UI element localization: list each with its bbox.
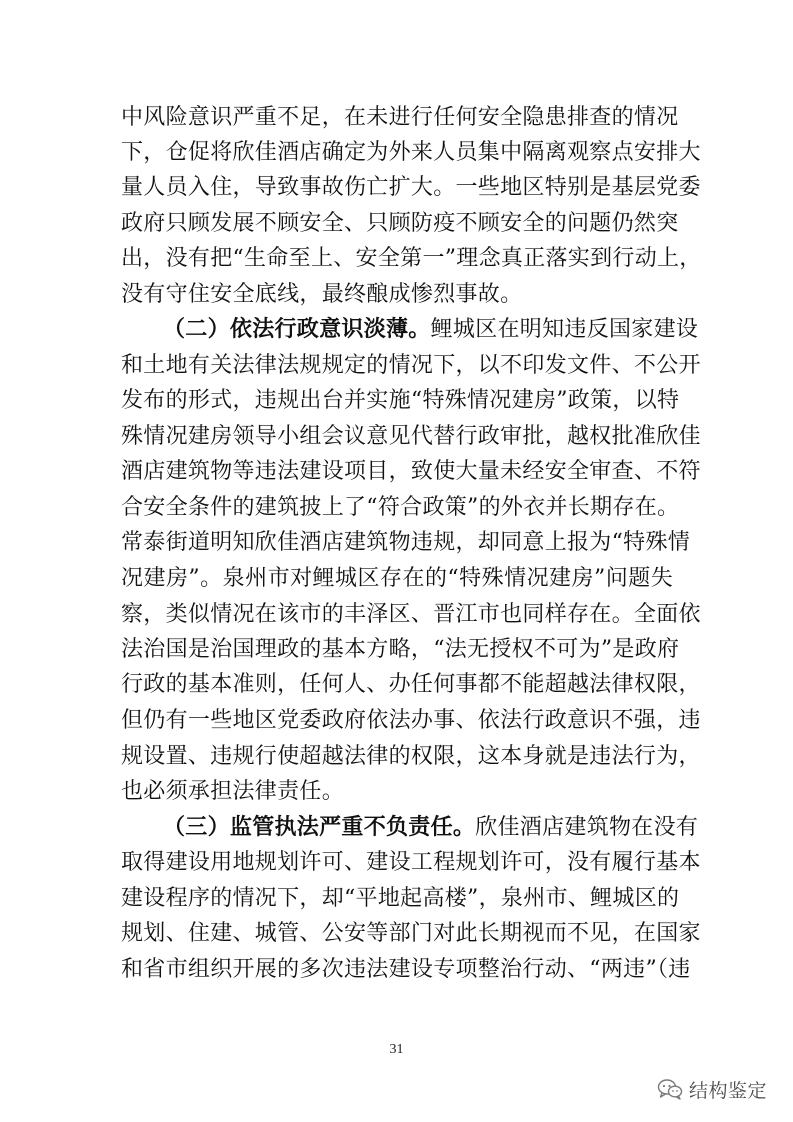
wechat-icon: [657, 1078, 683, 1100]
body-line: 规设置、违规行使超越法律的权限，这本身就是违法行为，: [121, 744, 701, 769]
section-3-heading: （三）监管执法严重不负责任。: [163, 815, 476, 840]
body-line: 酒店建筑物等违法建设项目，致使大量未经安全审查、不符: [121, 459, 701, 484]
page-number: 31: [389, 1042, 404, 1057]
body-line: 行政的基本准则，任何人、办任何事都不能超越法律权限，: [121, 672, 701, 697]
section-3-first-line: [163, 813, 699, 843]
watermark: [657, 1077, 767, 1101]
section-2-first-line-text: 鲤城区在明知违反国家建设: [430, 317, 699, 342]
body-line: 和土地有关法律法规规定的情况下，以不印发文件、不公开: [121, 353, 701, 378]
body-line: 发布的形式，违规出台并实施“特殊情况建房”政策，以特: [121, 388, 680, 413]
body-line: 殊情况建房领导小组会议意见代替行政审批，越权批准欣佳: [121, 424, 701, 449]
section-2-heading: （二）依法行政意识淡薄。: [163, 317, 431, 342]
body-line: 察，类似情况在该市的丰泽区、晋江市也同样存在。全面依: [121, 602, 701, 627]
body-line: 出，没有把“生命至上、安全第一”理念真正落实到行动上，: [121, 246, 702, 271]
watermark-text: 结构鉴定: [688, 1079, 767, 1102]
body-line: 合安全条件的建筑披上了“符合政策”的外衣并长期存在。: [121, 495, 680, 520]
body-line: 下，仓促将欣佳酒店确定为外来人员集中隔离观察点安排大: [121, 140, 701, 165]
body-line: 量人员入住，导致事故伤亡扩大。一些地区特别是基层党委: [121, 175, 701, 200]
body-line: 规划、住建、城管、公安等部门对此长期视而不见，在国家: [121, 921, 701, 946]
body-line: 法治国是治国理政的基本方略，“法无授权不可为”是政府: [121, 637, 680, 662]
body-line: 政府只顾发展不顾安全、只顾防疫不顾安全的问题仍然突: [121, 211, 679, 236]
body-line: 但仍有一些地区党委政府依法办事、依法行政意识不强，违: [121, 708, 701, 733]
section-2-first-line: [163, 315, 699, 345]
body-line: 也必须承担法律责任。: [121, 779, 345, 804]
body-line: 况建房”。泉州市对鲤城区存在的“特殊情况建房”问题失: [121, 566, 673, 591]
body-line: 中风险意识严重不足，在未进行任何安全隐患排查的情况: [121, 105, 679, 130]
section-3-first-line-text: 欣佳酒店建筑物在没有: [475, 815, 699, 840]
body-line: 取得建设用地规划许可、建设工程规划许可，没有履行基本: [121, 850, 701, 875]
body-line: 没有守住安全底线，最终酿成惨烈事故。: [121, 282, 523, 307]
body-line: 建设程序的情况下，却“平地起高楼”，泉州市、鲤城区的: [121, 886, 680, 911]
body-line: 和省市组织开展的多次违法建设专项整治行动、“两违”（违: [121, 957, 691, 982]
body-line: 常泰街道明知欣佳酒店建筑物违规，却同意上报为“特殊情: [121, 530, 691, 555]
